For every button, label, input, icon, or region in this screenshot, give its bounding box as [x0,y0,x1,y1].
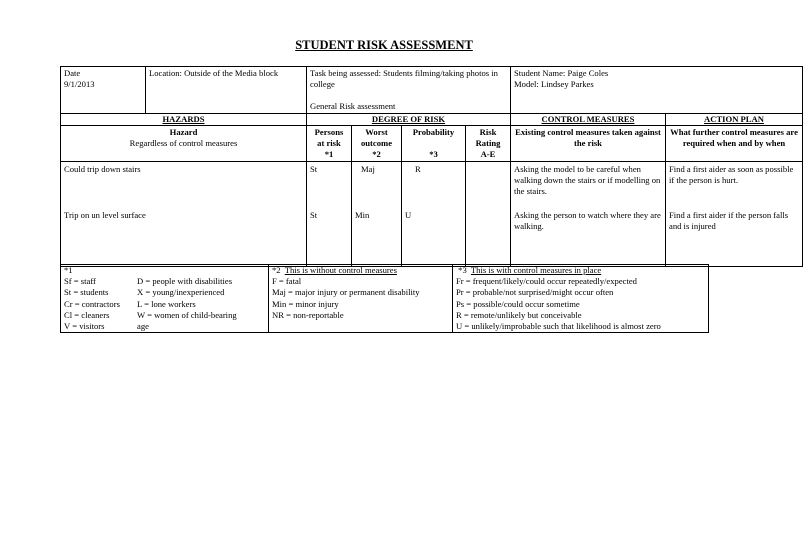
outcome-legend-marker: *2 [272,265,281,275]
legend-value: W = women of child-bearing [137,309,237,320]
probability-legend-marker: *3 [458,265,467,275]
probability-value: R [415,164,421,174]
hazard-text: Could trip down stairs [64,164,141,174]
hazard-col-sub: Regardless of control measures [129,138,238,148]
legend-item: Pr = probable/not surprised/might occur often [456,287,614,298]
persons-cell [307,162,352,267]
legend-item [64,310,268,321]
legend-box [60,264,709,333]
column-header-row [61,126,803,162]
outcome-col-title: Worst [365,127,388,137]
rating-col-title: Risk [479,127,497,137]
probability-cell [402,162,466,267]
existing-col-title: Existing control measures taken against the risk [515,127,661,148]
outcome-cell [352,162,402,267]
rating-cell [466,162,511,267]
task-cell [307,67,511,114]
date-value: 9/1/2013 [64,79,95,89]
student-cell [511,67,803,114]
further-col-title: What further control measures are required when and by when [670,127,798,148]
legend-item: NR = non-reportable [272,309,344,320]
persons-col-title: Persons [314,127,344,137]
control-text: Asking the model to be careful when walking down the stairs or if modelling on the stairs. [514,164,661,196]
persons-legend [61,265,271,332]
probability-legend-title: This is with control measures in place [470,265,602,275]
outcome-legend [268,265,458,332]
outcome-value: Min [355,210,370,220]
action-header: ACTION PLAN [666,114,803,126]
legend-item: U = unlikely/improbable such that likelihood is almost zero [456,321,661,332]
probability-col-marker: *3 [429,149,438,159]
action-text: Find a first aider if the person falls and is injured [669,210,789,231]
further-col-header [666,126,803,162]
outcome-value: Maj [361,164,375,174]
degree-header: DEGREE OF RISK [307,114,511,126]
location-cell: Location: Outside of the Media block [146,67,307,114]
persons-col-marker: *1 [324,149,334,159]
section-header-row [61,114,803,126]
general-text: General Risk assessment [310,101,396,111]
probability-legend [452,265,712,332]
control-text: Asking the person to watch where they are walking. [514,210,661,231]
legend-item: Ps = possible/could occur sometime [456,298,580,309]
legend-item: Fr = frequent/likely/could occur repeatedly/expected [456,276,637,287]
action-text: Find a first aider as soon as possible if the person is hurt. [669,164,794,185]
persons-col-sub: at risk [317,138,341,148]
probability-value: U [405,210,412,220]
outcome-col-marker: *2 [372,149,381,159]
date-cell [61,67,146,114]
control-cell [511,162,666,267]
legend-item [64,299,268,310]
outcome-col-sub: outcome [360,138,393,148]
outcome-legend-title: This is without control measures [284,265,397,275]
legend-item [64,287,268,298]
hazard-col-header [61,126,307,162]
task-text: Task being assessed: Students filming/taking photos in college [310,68,498,89]
probability-col-title: Probability [412,127,455,137]
page-title: STUDENT RISK ASSESSMENT [295,38,473,52]
legend-key: Cl = cleaners [64,309,110,320]
probability-col-header [402,126,466,162]
legend-key: St = students [64,287,109,298]
legend-value: X = young/inexperienced [137,287,225,298]
legend-key: Cr = contractors [64,298,120,309]
outcome-legend-heading [272,265,455,276]
risk-assessment-table [60,66,803,267]
rating-col-marker: A-E [480,149,496,159]
hazard-text: Trip on un level surface [64,210,146,220]
info-row [61,67,803,114]
legend-value: age [137,321,149,332]
legend-value: L = lone workers [137,298,196,309]
persons-value: St [310,164,318,174]
persons-col-header [307,126,352,162]
hazard-cell [61,162,307,267]
legend-item: Min = minor injury [272,298,339,309]
hazard-col-title: Hazard [169,127,198,137]
persons-value: St [310,210,318,220]
legend-item: R = remote/unlikely but conceivable [456,309,582,320]
student-name: Student Name: Paige Coles [514,68,609,78]
control-header: CONTROL MEASURES [511,114,666,126]
legend-item: Maj = major injury or permanent disability [272,287,420,298]
existing-col-header [511,126,666,162]
legend-item: F = fatal [272,276,302,287]
outcome-col-header [352,126,402,162]
hazards-header: HAZARDS [61,114,307,126]
persons-legend-marker: *1 [64,265,73,275]
legend-key: V = visitors [64,321,105,332]
probability-legend-heading [456,265,709,276]
rating-col-sub: Rating [475,138,501,148]
model-name: Model: Lindsey Parkes [514,79,594,89]
legend-item [64,276,268,287]
action-cell [666,162,803,267]
legend-key: Sf = staff [64,276,96,287]
rating-col-header [466,126,511,162]
hazard-rows [61,162,803,267]
date-label: Date [64,68,81,78]
legend-item [64,321,268,332]
legend-value: D = people with disabilities [137,276,233,287]
